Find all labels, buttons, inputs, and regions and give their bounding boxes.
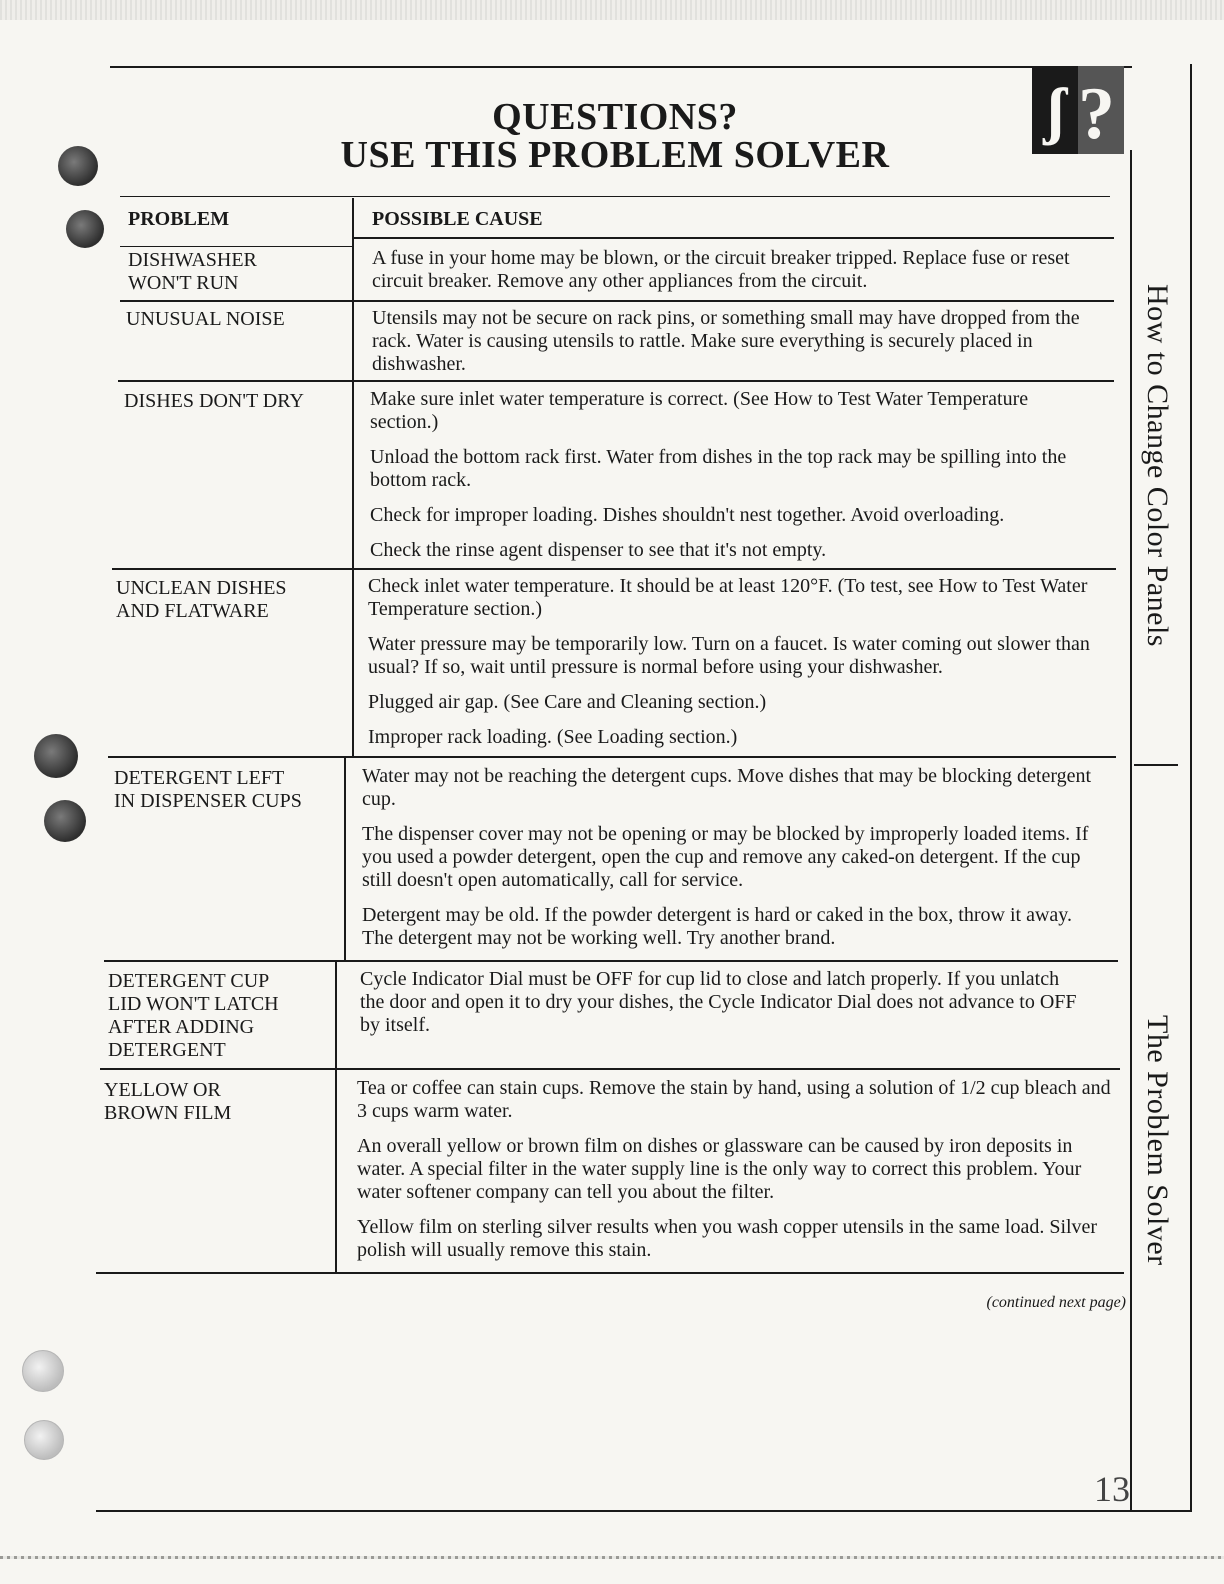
page-title-line-1: QUESTIONS? bbox=[492, 96, 738, 138]
cause-cell bbox=[357, 1077, 1119, 1274]
cause-paragraph: Detergent may be old. If the powder detergent is hard or caked in the box, throw it away. The detergent may not be working well. Try another brand. bbox=[362, 904, 1072, 949]
row-rule-1 bbox=[120, 246, 352, 247]
cause-cell bbox=[368, 575, 1100, 761]
cause-paragraph: Check inlet water temperature. It should be at least 120°F. (To test, see How to Test Water Temperature section.) bbox=[368, 575, 1088, 620]
cause-paragraph: Make sure inlet water temperature is correct. (See How to Test Water Temperature section.) bbox=[370, 388, 1029, 433]
cause-paragraph: Water pressure may be temporarily low. Turn on a faucet. Is water coming out slower than usual? If so, wait until pressure is normal before using your dishwasher. bbox=[368, 633, 1090, 678]
cause-paragraph: Check for improper loading. Dishes shouldn't nest together. Avoid overloading. bbox=[370, 504, 1005, 526]
side-tab-problem-solver-label: The Problem Solver bbox=[1141, 1014, 1174, 1266]
cause-cell bbox=[370, 388, 1090, 574]
side-tab-color-panels-label: How to Change Color Panels bbox=[1141, 283, 1174, 647]
cause-paragraph: Yellow film on sterling silver results when you wash copper utensils in the same load. Silver polish will usually remove this stain. bbox=[357, 1216, 1098, 1261]
cause-paragraph: Cycle Indicator Dial must be OFF for cup lid to close and latch properly. If you unlatch the door and open it to dry your dishes, the Cycle Indicator Dial does not advance to OFF by itself. bbox=[360, 968, 1077, 1036]
punch-hole-3 bbox=[34, 734, 78, 778]
cause-paragraph: Check the rinse agent dispenser to see that it's not empty. bbox=[370, 539, 827, 561]
punch-hole-4 bbox=[44, 800, 86, 842]
page-title-line-2: USE THIS PROBLEM SOLVER bbox=[340, 134, 890, 176]
problem-cell: YELLOW OR BROWN FILM bbox=[104, 1079, 232, 1124]
table-top-rule bbox=[120, 196, 1110, 197]
cause-paragraph: An overall yellow or brown film on dishes or glassware can be caused by iron deposits in water. A special filter in the water supply line is the only way to correct this problem. Your water softener company can tell you about the filter. bbox=[357, 1135, 1082, 1203]
svg-text:?: ? bbox=[1078, 73, 1115, 154]
cause-column-header: POSSIBLE CAUSE bbox=[372, 208, 543, 230]
cause-paragraph: Unload the bottom rack first. Water from dishes in the top rack may be spilling into the bottom rack. bbox=[370, 446, 1067, 491]
cause-paragraph: Water may not be reaching the detergent cups. Move dishes that may be blocking detergent cup. bbox=[362, 765, 1092, 810]
side-tab-problem-solver bbox=[1132, 960, 1182, 1320]
top-rule bbox=[110, 66, 1132, 68]
side-tab-color-panels bbox=[1132, 170, 1182, 760]
problem-cell: DETERGENT LEFT IN DISPENSER CUPS bbox=[114, 767, 302, 812]
page-number: 13 bbox=[1094, 1469, 1130, 1509]
side-tab-divider bbox=[1134, 764, 1178, 766]
continued-note: (continued next page) bbox=[986, 1294, 1126, 1311]
cause-paragraph: The dispenser cover may not be opening or may be blocked by improperly loaded items. If you used a powder detergent, open the cup and remove any caked-on detergent. If the cup still doesn't open automatically, call for service. bbox=[362, 823, 1089, 891]
punch-hole-6 bbox=[24, 1420, 64, 1460]
cause-cell bbox=[372, 307, 1097, 388]
cause-cell bbox=[362, 765, 1102, 962]
problem-cell: DISHWASHER WON'T RUN bbox=[128, 249, 257, 294]
cause-paragraph: A fuse in your home may be blown, or the circuit breaker tripped. Replace fuse or reset circuit breaker. Remove any other appliances from the circuit. bbox=[372, 247, 1070, 292]
cause-paragraph: Plugged air gap. (See Care and Cleaning section.) bbox=[368, 691, 767, 713]
scan-noise-top bbox=[0, 0, 1224, 20]
column-divider-upper bbox=[352, 198, 354, 758]
right-border-outer bbox=[1190, 64, 1192, 1512]
problem-cell: UNCLEAN DISHES AND FLATWARE bbox=[116, 577, 287, 622]
problem-column-header: PROBLEM bbox=[128, 208, 230, 230]
row-rule-7 bbox=[100, 1068, 1120, 1070]
bottom-rule bbox=[96, 1510, 1192, 1512]
cause-cell bbox=[372, 247, 1092, 305]
scan-noise-bottom bbox=[0, 1556, 1224, 1559]
cause-paragraph: Improper rack loading. (See Loading section.) bbox=[368, 726, 738, 748]
column-divider-middle bbox=[344, 758, 346, 962]
punch-hole-1 bbox=[58, 146, 98, 186]
punch-hole-2 bbox=[66, 210, 104, 248]
column-divider-lower bbox=[335, 962, 337, 1274]
svg-text:ʃ: ʃ bbox=[1046, 75, 1066, 146]
problem-cell: DISHES DON'T DRY bbox=[124, 390, 304, 412]
header-rule bbox=[354, 237, 1114, 239]
question-mark-logo-icon bbox=[1032, 66, 1124, 154]
punch-hole-5 bbox=[22, 1350, 64, 1392]
cause-paragraph: Utensils may not be secure on rack pins, or something small may have dropped from the rack. Water is causing utensils to rattle. Make sure everything is securely placed in dishwasher. bbox=[372, 307, 1080, 375]
problem-cell: DETERGENT CUP LID WON'T LATCH AFTER ADDING DETERGENT bbox=[108, 970, 279, 1061]
problem-cell: UNUSUAL NOISE bbox=[126, 308, 285, 330]
cause-cell bbox=[360, 968, 1088, 1049]
cause-paragraph: Tea or coffee can stain cups. Remove the stain by hand, using a solution of 1/2 cup bleach and 3 cups warm water. bbox=[357, 1077, 1111, 1122]
